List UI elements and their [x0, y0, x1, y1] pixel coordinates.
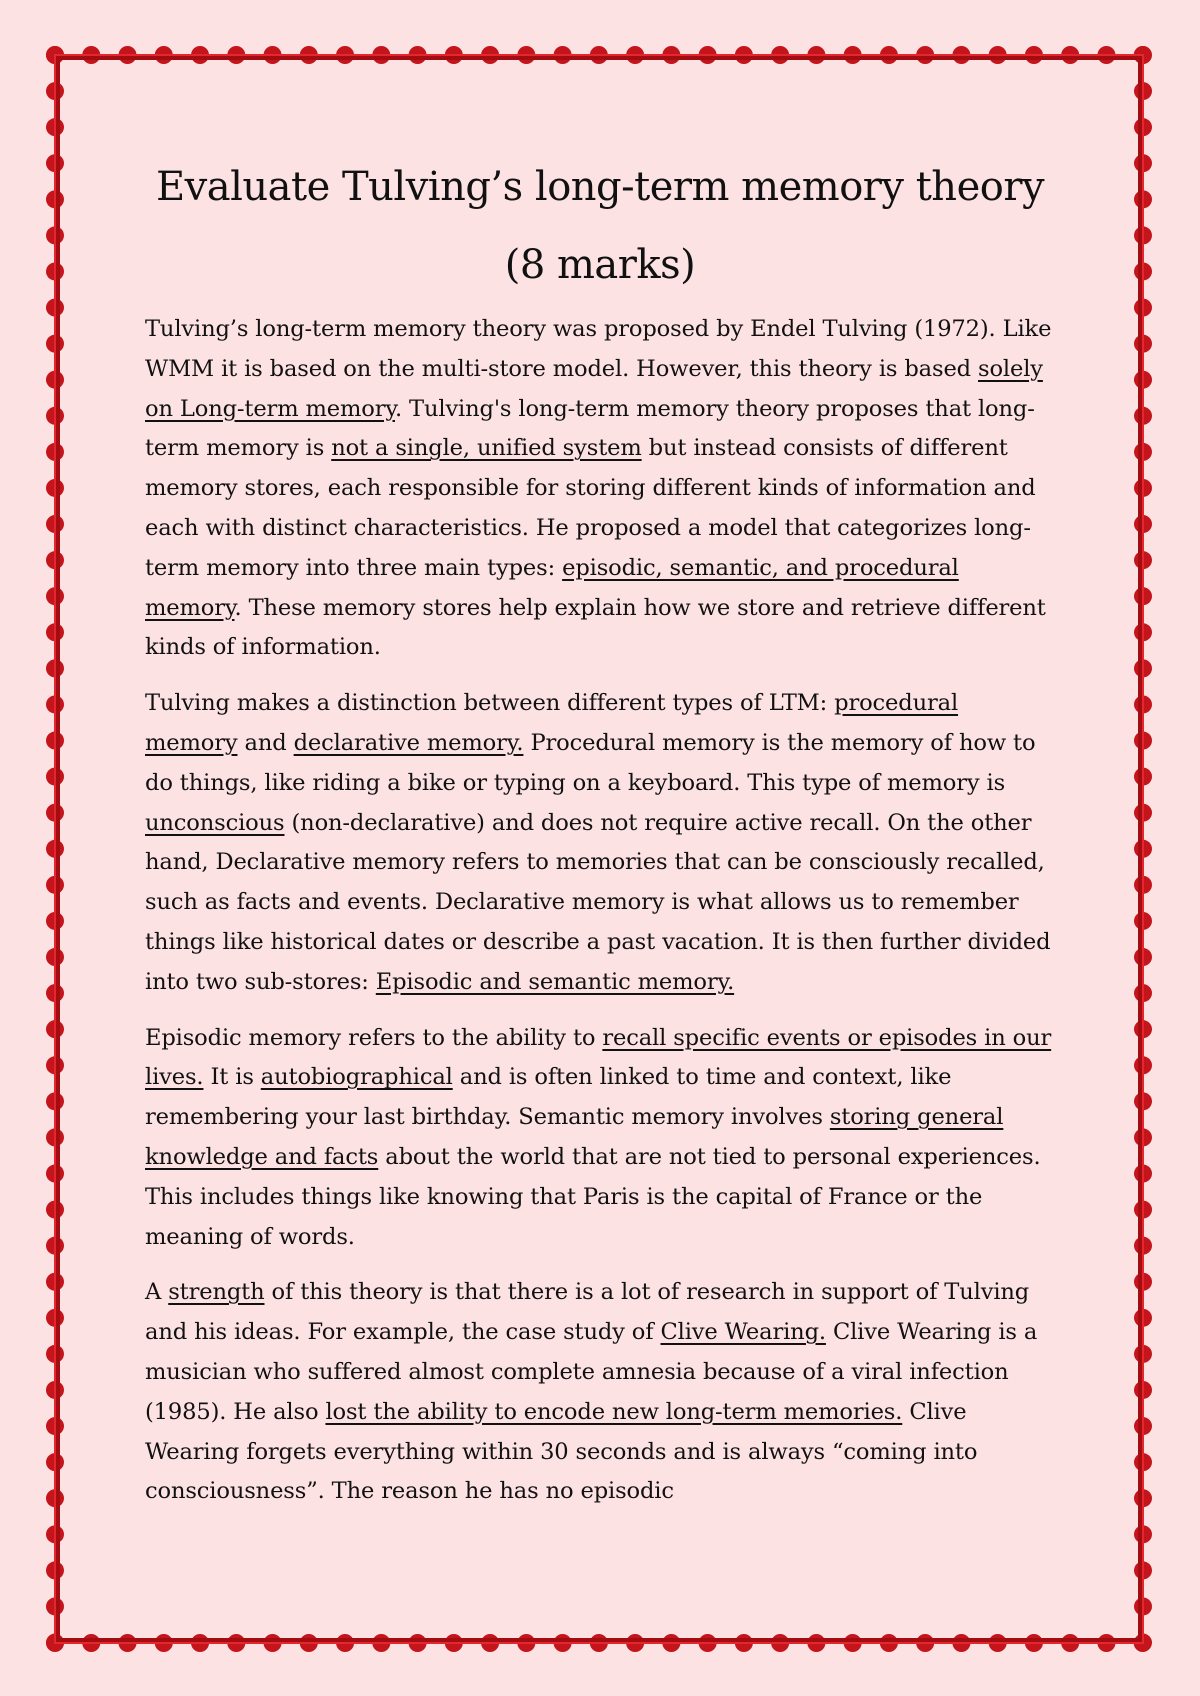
paragraph-episodic-semantic: Episodic memory refers to the ability to recall specific events or episodes in our lives. It is autobiographical and is often linked to time and context, like remembering your last birthday. Semantic memory involves storing general knowledge and facts about the world that are not tied to personal experiences. This includes things like knowing that Paris is the capital of France or the meaning of words.	[145, 1024, 1052, 1250]
page-title	[145, 148, 1055, 304]
paragraph-intro: Tulving’s long-term memory theory was proposed by Endel Tulving (1972). Like WMM it is based on the multi-store model. However, this theory is based solely on Long-term memory. Tulving's long-term memory theory proposes that long-term memory is not a single, unified system but instead consists of different memory stores, each responsible for storing different kinds of information and each with distinct characteristics. He proposed a model that categorizes long-term memory into three main types: episodic, semantic, and procedural memory. These memory stores help explain how we store and retrieve different kinds of information.	[145, 316, 1052, 661]
underlined-phrase: not a single, unified system	[331, 435, 642, 462]
underlined-phrase: lost the ability to encode new long-term memories.	[325, 1398, 903, 1425]
document-body	[145, 148, 1055, 1528]
underlined-phrase: Episodic and semantic memory.	[375, 968, 735, 995]
paragraph-strength: A strength of this theory is that there is a lot of research in support of Tulving and his ideas. For example, the case study of Clive Wearing. Clive Wearing is a musician who suffered almost complete amnesia because of a viral infection (1985). He also lost the ability to encode new long-term memories. Clive Wearing forgets everything within 30 seconds and is always “coming into consciousness”. The reason he has no episodic	[145, 1279, 1038, 1505]
title-line-2: (8 marks)	[504, 242, 696, 288]
underlined-phrase: strength	[168, 1279, 265, 1306]
underlined-phrase: declarative memory.	[293, 729, 524, 756]
underlined-phrase: storing general knowledge and facts	[145, 1104, 1004, 1170]
essay-text	[145, 310, 1055, 1512]
underlined-phrase: procedural memory	[145, 690, 959, 756]
underlined-phrase: Clive Wearing.	[660, 1319, 826, 1346]
underlined-phrase: solely on Long-term memory	[145, 355, 1043, 422]
title-line-1: Evaluate Tulving’s long-term memory theory	[155, 164, 1045, 210]
underlined-phrase: episodic, semantic, and procedural memory	[145, 554, 959, 621]
underlined-phrase: recall specific events or episodes in our lives.	[145, 1024, 1052, 1091]
paragraph-ltm-types: Tulving makes a distinction between different types of LTM: procedural memory and declarative memory. Procedural memory is the memory of how to do things, like riding a bike or typing on a keyboard. This type of memory is unconscious (non-declarative) and does not require active recall. On the other hand, Declarative memory refers to memories that can be consciously recalled, such as facts and events. Declarative memory is what allows us to remember things like historical dates or describe a past vacation. It is then further divided into two sub-stores: Episodic and semantic memory.	[145, 690, 1051, 995]
underlined-phrase: autobiographical	[260, 1064, 453, 1091]
underlined-phrase: unconscious	[145, 809, 285, 836]
